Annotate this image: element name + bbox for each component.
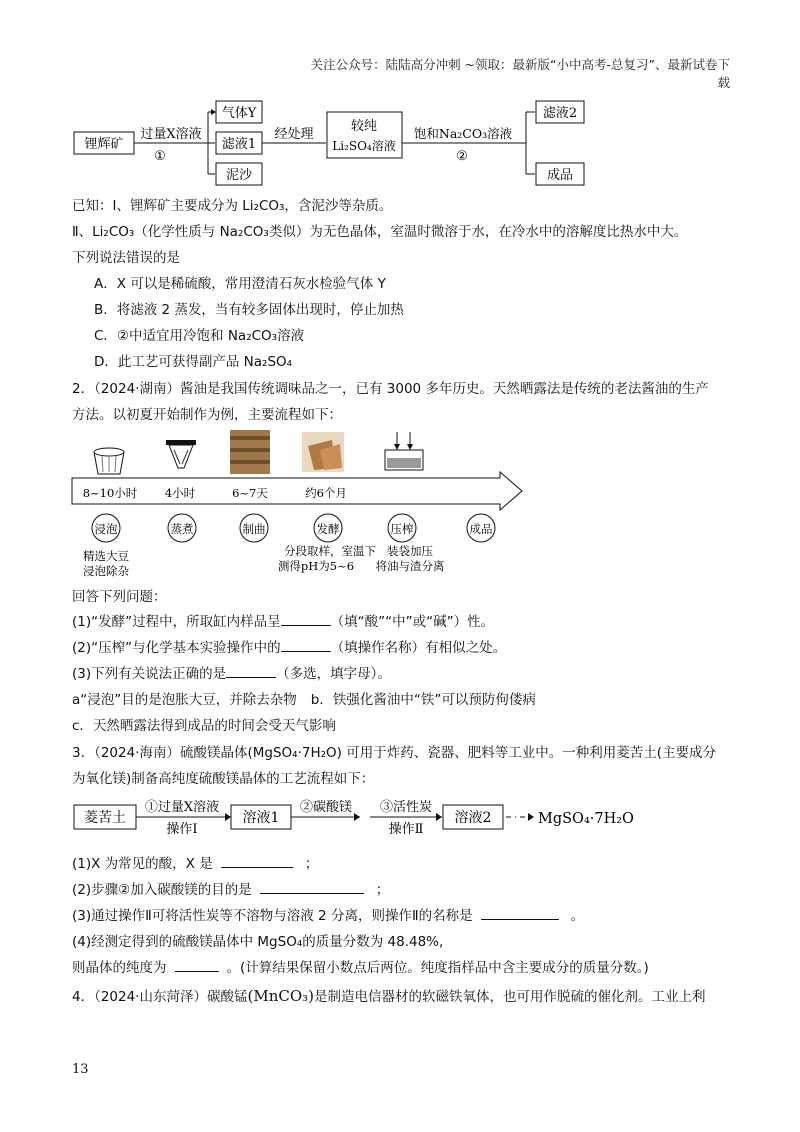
- q3-sub1-text-a: (1)X 为常见的酸，X 是: [72, 856, 213, 872]
- q2-sub3-blank[interactable]: [226, 677, 276, 678]
- q1-option-b: B．将滤液 2 蒸发，当有较多固体出现时，停止加热: [94, 302, 404, 318]
- q4-intro: [72, 987, 706, 1006]
- q3-op1-label: 操作Ⅰ: [166, 822, 198, 837]
- product-label: 成品: [546, 168, 574, 183]
- q3-sub1-blank[interactable]: [221, 867, 293, 868]
- time-soak: 8~10小时: [82, 486, 138, 500]
- stage-koji: 制曲: [242, 522, 266, 536]
- q3-sub3-blank[interactable]: [481, 919, 559, 920]
- steamer-icon: [166, 440, 196, 468]
- time-ferment: 约6个月: [305, 486, 347, 500]
- solution2-label: 溶液2: [454, 810, 492, 826]
- product-formula: MgSO₄·7H₂O: [538, 811, 634, 827]
- note-ferment1: 分段取样，室温下: [284, 544, 376, 558]
- q1-option-c: C．②中适宜用冷饱和 Na₂CO₃溶液: [94, 328, 305, 344]
- note-press2: 将油与渣分离: [375, 559, 445, 573]
- q1-question: 下列说法错误的是: [72, 250, 180, 266]
- q2-intro1: 2．（2024·湖南）酱油是我国传统调味品之一，已有 3000 多年历史。天然晒露法是传统的老法酱油的生产: [72, 381, 709, 397]
- note-press1: 装袋加压: [387, 544, 433, 558]
- mud-label: 泥沙: [225, 168, 253, 183]
- q3-sub2-blank[interactable]: [260, 893, 364, 894]
- q3-sub4-line2: [72, 959, 649, 977]
- note-ferment2: 测得pH为5~6: [277, 559, 355, 573]
- q2-options-ab: [72, 691, 536, 709]
- q2-sub3-text-b: （多选，填字母）。: [276, 666, 391, 682]
- q2-sub2-text-a: (2)“压榨”与化学基本实验操作中的: [72, 640, 281, 656]
- q2-opt-a: a“浸泡”目的是泡胀大豆，并除去杂物: [72, 692, 297, 708]
- stage-soak: 浸泡: [94, 522, 118, 536]
- step2-number: ②: [456, 149, 468, 164]
- q4-intro-b: 是制造电信器材的软磁铁氧体，也可用作脱硫的催化剂。工业上利: [314, 989, 706, 1005]
- q2-intro2: 方法。以初夏开始制作为例，主要流程如下：: [72, 407, 342, 423]
- q1-known1: 已知：Ⅰ、锂辉矿主要成分为 Li₂CO₃，含泥沙等杂质。: [72, 198, 393, 214]
- q2-sub2-blank[interactable]: [281, 651, 331, 652]
- q2-sub2: [72, 639, 506, 657]
- gas-y-label: 气体Y: [221, 106, 257, 121]
- time-koji: 6~7天: [232, 486, 268, 500]
- step1-label: 过量X溶液: [140, 127, 202, 142]
- q3-step3-label: ③活性炭: [379, 800, 433, 815]
- q2-opt-c: c．天然晒露法得到成品的时间会受天气影响: [72, 718, 336, 734]
- stage-steam: 蒸煮: [170, 522, 194, 536]
- q2-sub1-text-a: (1)“发酵”过程中，所取缸内样品呈: [72, 614, 281, 630]
- stage-ferment: 发酵: [316, 522, 340, 536]
- q3-intro1: 3．（2024·海南）硫酸镁晶体(MgSO₄·7H₂O) 可用于炸药、瓷器、肥料等工业中。一种利用菱苦土(主要成分: [72, 745, 716, 761]
- q2-opt-b: b．铁强化酱油中“铁”可以预防佝偻病: [310, 692, 536, 708]
- stage-product: 成品: [469, 522, 493, 536]
- q2-sub2-text-b: （填操作名称）有相似之处。: [330, 640, 507, 656]
- q3-sub1: [72, 855, 318, 873]
- q3-step2-label: ②碳酸镁: [299, 800, 353, 815]
- step1-number: ①: [154, 149, 166, 164]
- q4-intro-a: 4．（2024·山东菏泽）碳酸锰: [72, 989, 248, 1005]
- filtrate1-label: 滤液1: [221, 137, 257, 152]
- q3-step1-label: ①过量X溶液: [144, 800, 220, 815]
- time-steam: 4小时: [164, 486, 196, 500]
- note-soak2: 浸泡除杂: [83, 564, 129, 578]
- pure-line2: Li₂SO₄溶液: [332, 139, 396, 153]
- fermentation-jars-icon: [302, 432, 344, 472]
- filtrate2-label: 滤液2: [542, 106, 578, 121]
- ore-label: 锂辉矿: [84, 137, 124, 152]
- q3-sub2: [72, 881, 389, 899]
- q3-sub3: [72, 907, 584, 925]
- lithium-flow-diagram: [70, 98, 600, 190]
- q4-formula: (MnCO₃): [247, 987, 315, 1005]
- note-soak1: 精选大豆: [83, 549, 129, 563]
- q3-sub2-text-b: ；: [375, 882, 390, 898]
- q1-known2: Ⅱ、Li₂CO₃（化学性质与 Na₂CO₃类似）为无色晶体，室温时微溶于水，在冷水中的溶解度比热水中大。: [72, 224, 688, 240]
- header-notice: 关注公众号：陆陆高分冲刺 ~领取：最新版“小中高考-总复习”、最新试卷下载: [310, 57, 730, 90]
- q3-sub4-blank[interactable]: [175, 971, 219, 972]
- q3-sub2-text-a: (2)步骤②加入碳酸镁的目的是: [72, 882, 252, 898]
- pure-line1: 较纯: [350, 119, 378, 134]
- q3-sub3-text-b: 。: [570, 908, 585, 924]
- magnesite-label: 菱苦土: [84, 810, 126, 826]
- process-label: 经处理: [274, 127, 314, 142]
- q2-sub1-blank[interactable]: [281, 625, 331, 626]
- page-number: 13: [72, 1062, 89, 1077]
- q2-sub3-text-a: (3)下列有关说法正确的是: [72, 666, 227, 682]
- q3-op2-label: 操作Ⅱ: [388, 822, 424, 837]
- q2-sub1-text-b: （填“酸”“中”或“碱”）性。: [330, 614, 495, 630]
- soy-sauce-process-diagram: [70, 428, 530, 580]
- press-icon: [385, 432, 423, 470]
- q3-sub4-line1: (4)经测定得到的硫酸镁晶体中 MgSO₄的质量分数为 48.48%,: [72, 934, 444, 950]
- q2-sub3: [72, 665, 391, 683]
- q1-option-d: D．此工艺可获得副产品 Na₂SO₄: [94, 354, 293, 370]
- q2-sub1: [72, 613, 494, 631]
- q3-sub3-text-a: (3)通过操作Ⅱ可将活性炭等不溶物与溶液 2 分离，则操作Ⅱ的名称是: [72, 908, 473, 924]
- soak-bucket-icon: [94, 448, 124, 474]
- magnesium-sulfate-flow-diagram: [70, 795, 670, 845]
- koji-baskets-icon: [230, 430, 270, 474]
- step2-label: 饱和Na₂CO₃溶液: [413, 126, 513, 141]
- q3-intro2: 为氧化镁)制备高纯度硫酸镁晶体的工艺流程如下：: [72, 771, 375, 787]
- q1-option-a: A．X 可以是稀硫酸，常用澄清石灰水检验气体 Y: [94, 276, 386, 292]
- q3-sub1-text-b: ；: [304, 856, 319, 872]
- solution1-label: 溶液1: [242, 810, 280, 826]
- q2-prompt: 回答下列问题：: [72, 589, 167, 605]
- q3-sub4-text-c: 。(计算结果保留小数点后两位。纯度指样品中含主要成分的质量分数。): [226, 960, 649, 976]
- q3-sub4-text-b: 则晶体的纯度为: [72, 960, 167, 976]
- stage-press: 压榨: [390, 522, 414, 536]
